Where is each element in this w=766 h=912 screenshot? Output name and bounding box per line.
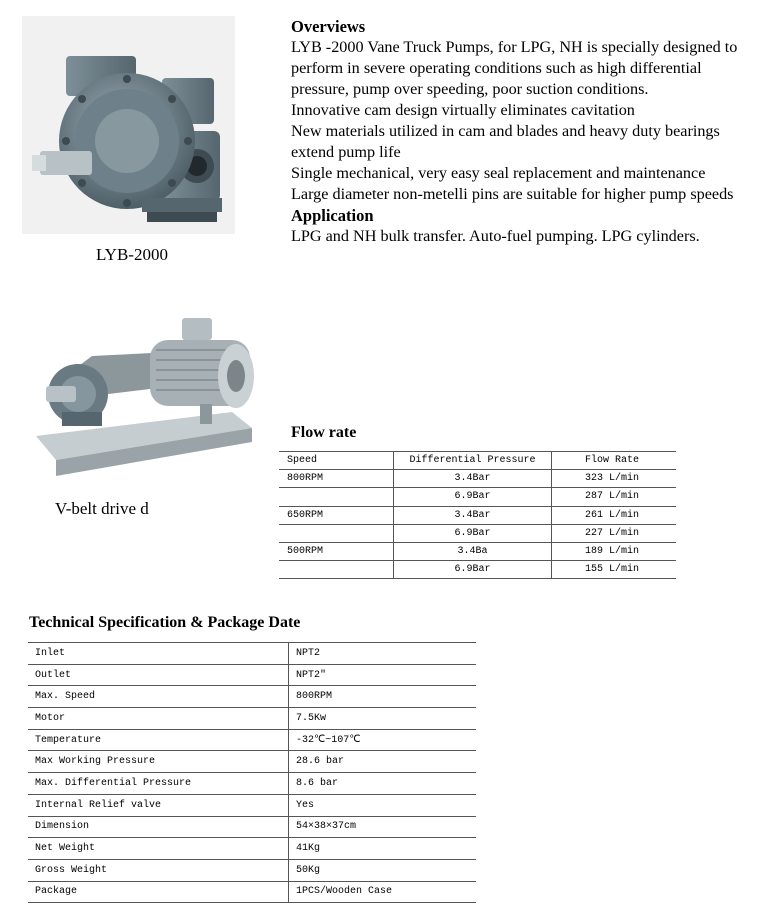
overview-paragraph: LYB -2000 Vane Truck Pumps, for LPG, NH is specially designed to perform in severe operating conditions such as high differential pressure, pump over speeding, poor suction conditions. [291,38,738,98]
header-differential-pressure: Differential Pressure [394,452,552,470]
table-row: 6.9Bar 287 L/min [279,488,676,506]
table-row: 800RPM 3.4Bar 323 L/min [279,470,676,488]
overview-paragraph: Large diameter non-metelli pins are suitable for higher pump speeds [291,185,734,203]
header-flow-rate: Flow Rate [552,452,677,470]
spec-title: Technical Specification & Package Date [29,614,301,631]
table-row: 6.9Bar 155 L/min [279,561,676,579]
flow-rate-title: Flow rate [291,424,357,441]
table-row: Net Weight 41Kg [28,838,476,860]
pump-photo [22,16,235,234]
table-row: Max Working Pressure 28.6 bar [28,751,476,773]
table-row: Outlet NPT2″ [28,664,476,686]
overview-section [291,16,751,247]
table-row: Max. Speed 800RPM [28,686,476,708]
spec-table [28,642,476,903]
application-heading: Application [291,206,374,225]
overview-heading: Overviews [291,17,366,36]
overview-paragraph: Innovative cam design virtually eliminates cavitation [291,101,635,119]
table-row: Motor 7.5Kw [28,708,476,730]
table-row: 650RPM 3.4Bar 261 L/min [279,506,676,524]
table-row: Package 1PCS/Wooden Case [28,881,476,903]
overview-paragraph: Single mechanical, very easy seal replacement and maintenance [291,164,706,182]
header-speed: Speed [279,452,394,470]
belt-drive-photo [32,316,256,488]
table-row: Inlet NPT2 [28,643,476,665]
table-row: Internal Relief valve Yes [28,794,476,816]
belt-drive-caption: V-belt drive d [55,499,149,518]
table-row: 6.9Bar 227 L/min [279,524,676,542]
table-row: Dimension 54×38×37cm [28,816,476,838]
table-row: Temperature -32℃~107℃ [28,729,476,751]
table-row: Max. Differential Pressure 8.6 bar [28,773,476,795]
flow-rate-table [279,451,676,579]
pump-caption: LYB-2000 [96,245,168,264]
application-text: LPG and NH bulk transfer. Auto-fuel pumping. LPG cylinders. [291,227,700,245]
overview-paragraph: New materials utilized in cam and blades and heavy duty bearings extend pump life [291,122,720,161]
table-row: 500RPM 3.4Ba 189 L/min [279,542,676,560]
table-header-row [279,452,676,470]
table-row: Gross Weight 50Kg [28,859,476,881]
